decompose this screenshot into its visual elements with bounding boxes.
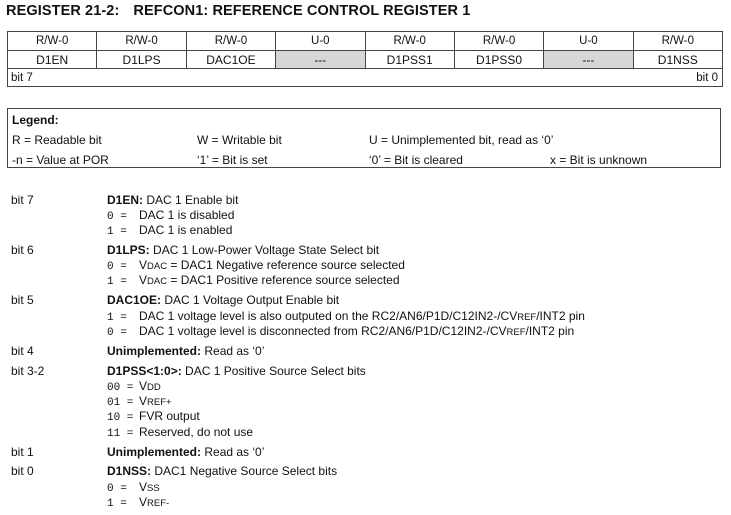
option-text-tail: /INT2 pin [525,324,575,338]
option-line [107,223,232,238]
field-name: D1LPS: [107,243,150,257]
voltage-symbol: V [139,394,148,408]
bit-label: bit 7 [11,193,34,207]
legend-readable: R = Readable bit [12,133,102,147]
option-code: 0 = [107,211,127,223]
bit-description [107,293,339,307]
legend-title: Legend: [12,113,59,127]
bit-label: bit 3-2 [11,364,45,378]
register-title [6,3,470,19]
option-text: DAC 1 voltage level is disconnected from RC2/AN6/P1D/C12IN2-/CV [139,324,507,338]
option-text: DAC 1 voltage level is also outputed on the RC2/AN6/P1D/C12IN2-/CV [139,309,518,323]
legend-box [7,108,721,168]
bit-cell: D1NSS [633,51,722,69]
field-summary: DAC 1 Low-Power Voltage State Select bit [149,243,380,257]
option-text: DAC 1 is enabled [139,223,233,237]
bit-cell: D1PSS0 [454,51,543,69]
bit-label: bit 4 [11,344,34,358]
voltage-subscript: REF [506,327,526,338]
bit-cell: DAC1OE [186,51,275,69]
option-code: 10 = [107,412,134,424]
register-bit-table [7,31,723,87]
bit-label: bit 0 [11,464,34,478]
bit-order-cell [8,69,723,87]
legend-cleared: ‘0’ = Bit is cleared [369,153,463,167]
access-cell: U-0 [276,32,365,51]
option-code: 1 = [107,226,127,238]
option-line [107,394,172,409]
option-line [107,258,405,273]
access-cell: R/W-0 [8,32,97,51]
field-name: Unimplemented: [107,344,202,358]
voltage-symbol: V [139,379,148,393]
option-code: 0 = [107,261,127,273]
legend-unimplemented: U = Unimplemented bit, read as ‘0’ [369,133,554,147]
option-text-tail: /INT2 pin [536,309,585,323]
bit-cell: D1EN [8,51,97,69]
option-code: 0 = [107,327,127,339]
option-code: 1 = [107,312,127,324]
option-text: = DAC1 Positive reference source selected [167,273,400,287]
legend-unknown: x = Bit is unknown [550,153,648,167]
option-line [107,409,200,424]
option-line [107,273,400,288]
option-line [107,309,585,324]
bit-label: bit 1 [11,445,34,459]
voltage-symbol: V [139,495,148,509]
option-text: Reserved, do not use [139,425,254,439]
voltage-symbol: V [139,258,148,272]
lsb-label: bit 0 [696,71,718,84]
bit-cell: D1PSS1 [365,51,454,69]
option-line [107,324,574,339]
voltage-subscript: SS [147,483,160,494]
option-text: = DAC1 Negative reference source selected [167,258,405,272]
option-text: FVR output [139,409,200,423]
voltage-subscript: DAC [147,261,168,272]
voltage-symbol: V [139,480,148,494]
voltage-symbol: V [139,273,148,287]
option-line [107,379,161,394]
option-line [107,480,160,495]
register-name: REFCON1: REFERENCE CONTROL REGISTER 1 [133,3,471,19]
field-summary: DAC1 Negative Source Select bits [151,464,338,478]
option-line [107,208,234,223]
register-number: REGISTER 21-2: [6,3,120,19]
bit-label: bit 6 [11,243,34,257]
access-cell: U-0 [544,32,633,51]
access-cell: R/W-0 [365,32,454,51]
field-summary: DAC 1 Voltage Output Enable bit [161,293,340,307]
field-name: D1EN: [107,193,144,207]
field-summary: DAC 1 Enable bit [143,193,239,207]
msb-label: bit 7 [11,71,33,84]
access-cell: R/W-0 [97,32,186,51]
field-summary: Read as ‘0’ [201,445,265,459]
access-cell: R/W-0 [186,32,275,51]
bit-description [107,464,337,478]
bit-description [107,364,366,378]
option-code: 1 = [107,276,127,288]
bit-name-row [8,51,723,69]
access-row [8,32,723,51]
field-name: Unimplemented: [107,445,202,459]
field-summary: Read as ‘0’ [201,344,265,358]
field-summary: DAC 1 Positive Source Select bits [181,364,366,378]
access-cell: R/W-0 [454,32,543,51]
voltage-subscript: REF+ [147,397,172,408]
bit-cell-unimplemented: --- [544,51,633,69]
bit-order-row [8,69,723,87]
option-code: 00 = [107,382,134,394]
bit-description [107,193,238,207]
field-name: DAC1OE: [107,293,162,307]
option-line [107,495,169,510]
voltage-subscript: DD [147,382,161,393]
field-name: D1NSS: [107,464,152,478]
option-code: 1 = [107,498,127,510]
voltage-subscript: REF- [147,498,170,509]
legend-por: -n = Value at POR [12,153,109,167]
access-cell: R/W-0 [633,32,722,51]
bit-cell-unimplemented: --- [276,51,365,69]
bit-cell: D1LPS [97,51,186,69]
legend-set: ‘1’ = Bit is set [197,153,268,167]
bit-description [107,243,379,257]
option-code: 0 = [107,483,127,495]
option-text: DAC 1 is disabled [139,208,235,222]
voltage-subscript: REF [517,312,537,323]
option-code: 01 = [107,397,134,409]
voltage-subscript: DAC [147,276,168,287]
field-name: D1PSS<1:0>: [107,364,182,378]
option-code: 11 = [107,428,134,440]
option-line [107,425,253,440]
legend-writable: W = Writable bit [197,133,282,147]
bit-description [107,445,264,459]
bit-label: bit 5 [11,293,34,307]
bit-description [107,344,264,358]
